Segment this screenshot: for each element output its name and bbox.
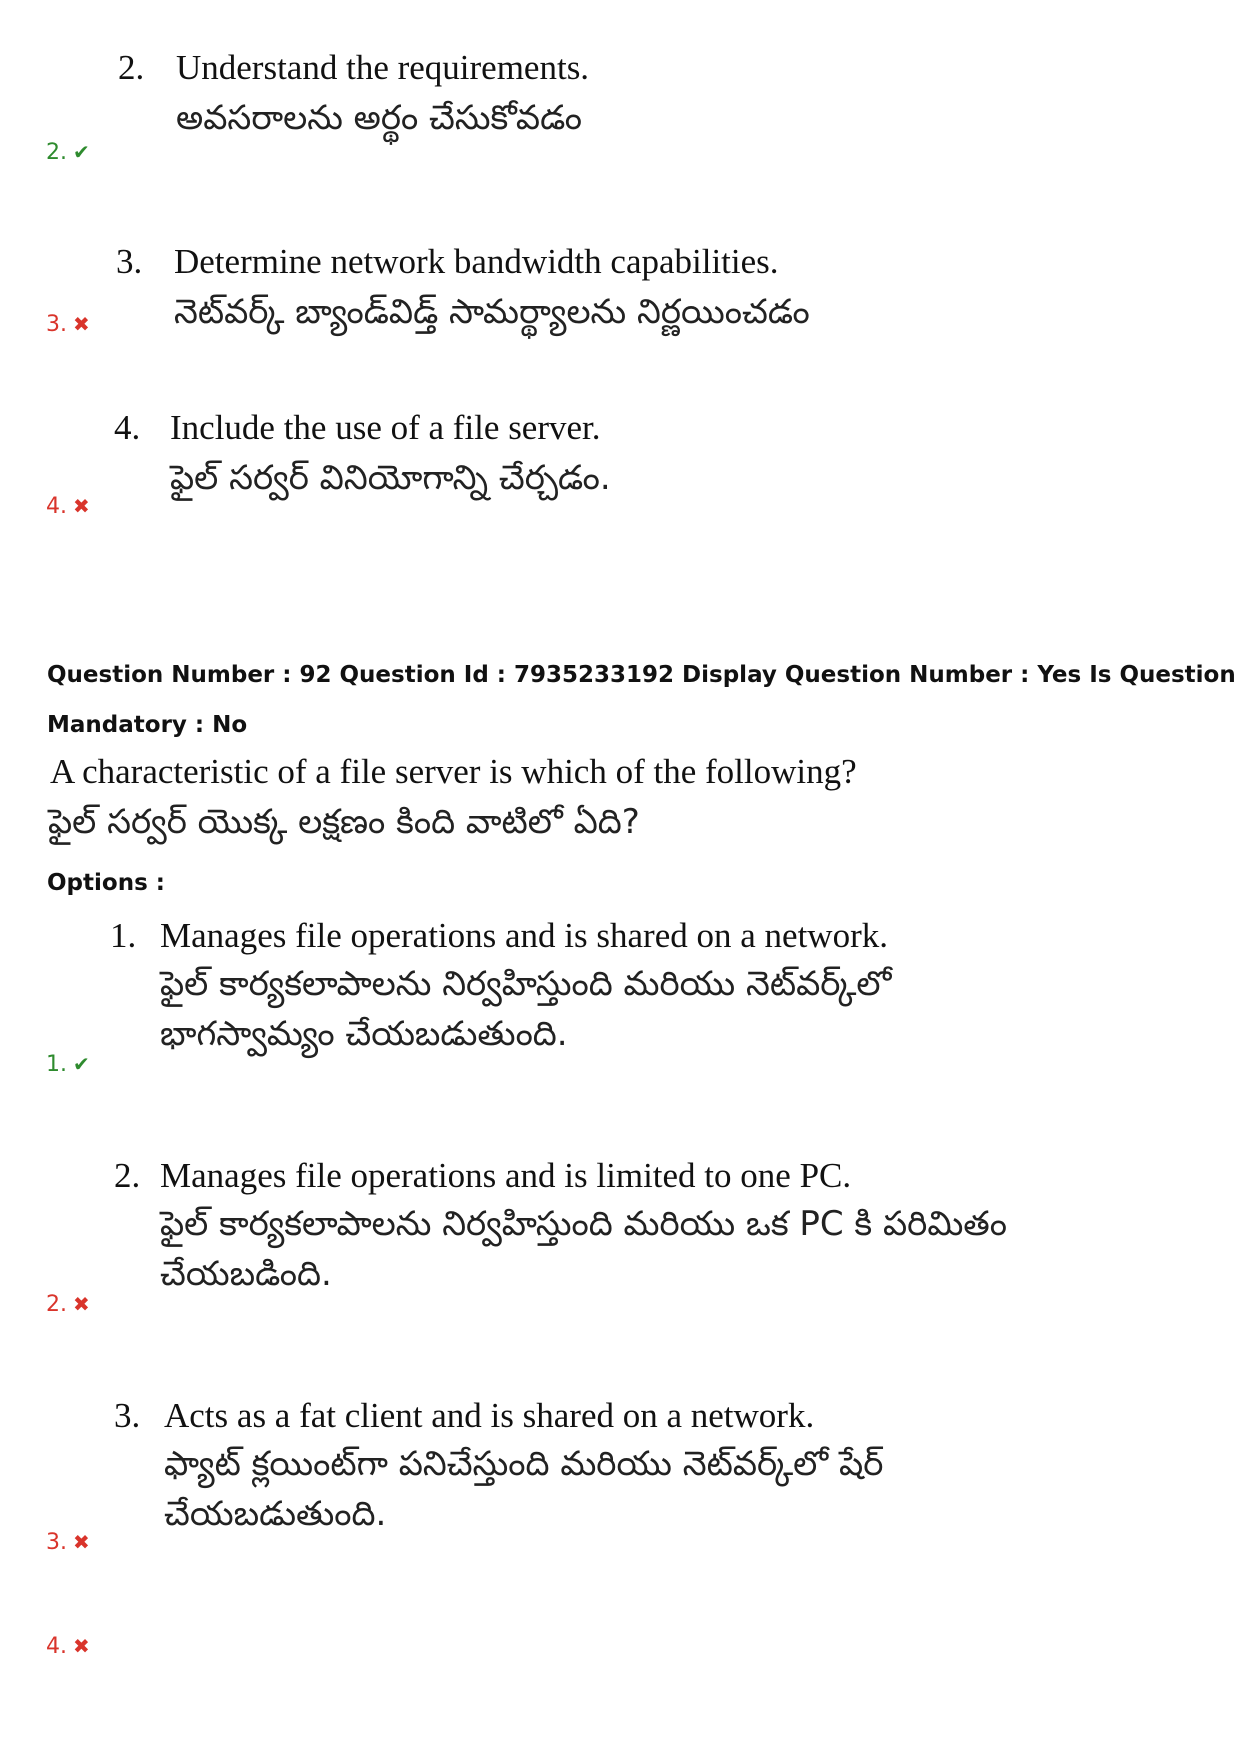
check-icon: ✔	[73, 1052, 90, 1076]
option-text-te: చేయబడింది.	[160, 1254, 332, 1294]
answer-marker: 1. ✔	[46, 1052, 90, 1077]
option-text-en: Understand the requirements.	[176, 48, 590, 87]
option-text-te: ఫైల్ కార్యకలాపాలను నిర్వహిస్తుంది మరియు ఒక PC కి పరిమితం	[160, 1204, 1007, 1244]
cross-icon: ✖	[73, 312, 90, 336]
answer-marker: 2. ✔	[46, 140, 90, 165]
option-text-en: Manages file operations and is limited to one PC.	[160, 1156, 852, 1195]
options-label: Options :	[47, 870, 165, 896]
option-text-en: Manages file operations and is shared on a network.	[160, 916, 888, 955]
option-text-te: ఫ్యాట్ క్లయింట్‌గా పనిచేస్తుంది మరియు నెట్‌వర్క్‌లో షేర్	[164, 1444, 884, 1484]
option-number: 4.	[114, 408, 141, 447]
answer-marker: 4. ✖	[46, 1634, 90, 1659]
cross-icon: ✖	[73, 1530, 90, 1554]
question-meta: Question Number : 92 Question Id : 7935233192 Display Question Number : Yes Is Question	[47, 662, 1236, 688]
answer-marker: 2. ✖	[46, 1292, 90, 1317]
option-text-te: భాగస్వామ్యం చేయబడుతుంది.	[160, 1014, 568, 1054]
check-icon: ✔	[73, 140, 90, 164]
option-text-en: Acts as a fat client and is shared on a network.	[164, 1396, 815, 1435]
option-number: 2.	[114, 1156, 141, 1195]
option-number: 2.	[118, 48, 145, 87]
option-number: 1.	[110, 916, 137, 955]
option-text-en: Determine network bandwidth capabilities.	[174, 242, 779, 281]
answer-marker: 3. ✖	[46, 312, 90, 337]
option-number: 3.	[114, 1396, 141, 1435]
option-number: 3.	[116, 242, 143, 281]
option-text-te: చేయబడుతుంది.	[164, 1494, 387, 1534]
question-text-en: A characteristic of a file server is which of the following?	[50, 752, 857, 791]
cross-icon: ✖	[73, 1292, 90, 1316]
option-text-te: నెట్‌వర్క్ బ్యాండ్‌విడ్త్ సామర్థ్యాలను నిర్ణయించడం	[174, 292, 810, 332]
answer-marker: 4. ✖	[46, 494, 90, 519]
option-text-te: ఫైల్ సర్వర్ వినియోగాన్ని చేర్చడం.	[170, 458, 611, 498]
question-mandatory: Mandatory : No	[47, 712, 248, 738]
answer-marker: 3. ✖	[46, 1530, 90, 1555]
question-text-te: ఫైల్ సర్వర్ యొక్క లక్షణం కింది వాటిలో ఏది?	[48, 802, 640, 842]
option-text-te: అవసరాలను అర్థం చేసుకోవడం	[176, 98, 582, 138]
cross-icon: ✖	[73, 1634, 90, 1658]
cross-icon: ✖	[73, 494, 90, 518]
option-text-en: Include the use of a file server.	[170, 408, 601, 447]
option-text-te: ఫైల్ కార్యకలాపాలను నిర్వహిస్తుంది మరియు నెట్‌వర్క్‌లో	[160, 964, 892, 1004]
